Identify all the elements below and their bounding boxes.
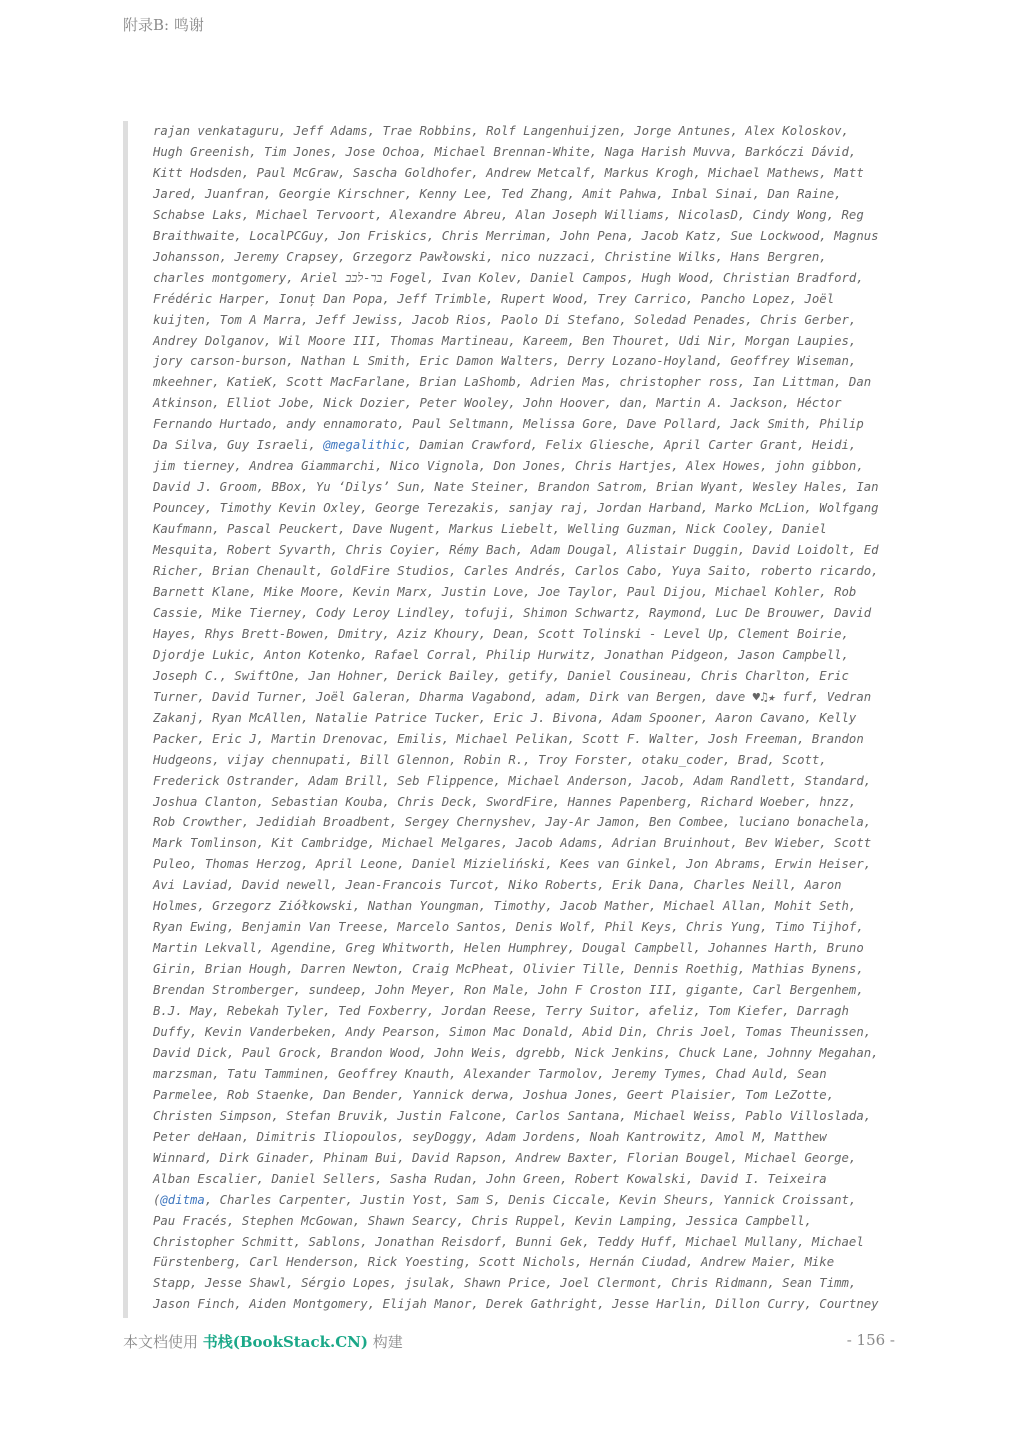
text-line: Puleo, Thomas Herzog, April Leone, Daniel Mizieliński, Kees van Ginkel, Jon Abrams, Erwin Heiser, bbox=[153, 857, 872, 872]
text-line: Schabse Laks, Michael Tervoort, Alexandre Abreu, Alan Joseph Williams, NicolasD, Cindy Wong, Reg bbox=[153, 207, 864, 222]
text-line: Jared, Juanfran, Georgie Kirschner, Kenny Lee, Ted Zhang, Amit Pahwa, Inbal Sinai, Dan Raine, bbox=[153, 186, 842, 201]
text-line: Mark Tomlinson, Kit Cambridge, Michael Melgares, Jacob Adams, Adrian Bruinhout, Bev Wieber, Scott bbox=[153, 836, 872, 851]
text-line: Jason Finch, Aiden Montgomery, Elijah Manor, Derek Gathright, Jesse Harlin, Dillon Curry, Courtney bbox=[153, 1297, 879, 1312]
text-line: Pouncey, Timothy Kevin Oxley, George Terezakis, sanjay raj, Jordan Harband, Marko McLion, Wolfgang bbox=[153, 501, 879, 516]
text-line: Avi Laviad, David newell, Jean-Francois Turcot, Niko Roberts, Erik Dana, Charles Neill, Aaron bbox=[153, 878, 842, 893]
text-line: Fürstenberg, Carl Henderson, Rick Yoesting, Scott Nichols, Hernán Ciudad, Andrew Maier, Mike bbox=[153, 1255, 835, 1270]
text-line: Zakanj, Ryan McAllen, Natalie Patrice Tucker, Eric J. Bivona, Adam Spooner, Aaron Cavano, Kelly bbox=[153, 710, 857, 725]
text-line: Johansson, Jeremy Crapsey, Grzegorz Pawłowski, nico nuzzaci, Christine Wilks, Hans Bergren, bbox=[153, 249, 827, 264]
running-header: 附录B: 鸣谢 bbox=[123, 16, 204, 34]
text-line: charles montgomery, Ariel בר-לבב Fogel, Ivan Kolev, Daniel Campos, Hugh Wood, Christian Bradford, bbox=[153, 270, 864, 285]
text-line: Hayes, Rhys Brett-Bowen, Dmitry, Aziz Khoury, Dean, Scott Tolinski - Level Up, Clement Boirie, bbox=[153, 626, 849, 641]
text-line: Winnard, Dirk Ginader, Phinam Bui, David Rapson, Andrew Baxter, Florian Bougel, Michael George, bbox=[153, 1150, 857, 1165]
contributor-names bbox=[153, 121, 893, 1315]
text-line: Atkinson, Elliot Jobe, Nick Dozier, Peter Wooley, John Hoover, dan, Martin A. Jackson, Héctor bbox=[153, 396, 842, 411]
page-footer bbox=[123, 1331, 895, 1352]
text-line: mkeehner, KatieK, Scott MacFarlane, Brian LaShomb, Adrien Mas, christopher ross, Ian Littman, Dan bbox=[153, 375, 872, 390]
text-line: Parmelee, Rob Staenke, Dan Bender, Yannick derwa, Joshua Jones, Geert Plaisier, Tom LeZotte, bbox=[153, 1087, 835, 1102]
text-line: Packer, Eric J, Martin Drenovac, Emilis, Michael Pelikan, Scott F. Walter, Josh Freeman, Brandon bbox=[153, 731, 864, 746]
text-line: Hudgeons, vijay chennupati, Bill Glennon, Robin R., Troy Forster, otaku_coder, Brad, Scott, bbox=[153, 752, 827, 767]
text-line: Joseph C., SwiftOne, Jan Hohner, Derick Bailey, getify, Daniel Cousineau, Chris Charlton, Eric bbox=[153, 668, 849, 683]
text-line: David J. Groom, BBox, Yu ‘Dilys’ Sun, Nate Steiner, Brandon Satrom, Brian Wyant, Wesley Hales, Ian bbox=[153, 480, 879, 495]
text-line-tail: , Charles Carpenter, Justin Yost, Sam S, Denis Ciccale, Kevin Sheurs, Yannick Croissant, bbox=[204, 1192, 857, 1207]
ditma-mention-link[interactable]: @ditma bbox=[160, 1192, 205, 1207]
text-line: Barnett Klane, Mike Moore, Kevin Marx, Justin Love, Joe Taylor, Paul Dijou, Michael Kohler, Rob bbox=[153, 584, 857, 599]
text-line: rajan venkataguru, Jeff Adams, Trae Robbins, Rolf Langenhuijzen, Jorge Antunes, Alex Koloskov, bbox=[153, 124, 849, 138]
text-line-tail: , Damian Crawford, Felix Gliesche, April Carter Grant, Heidi, bbox=[404, 438, 857, 453]
text-line: Duffy, Kevin Vanderbeken, Andy Pearson, Simon Mac Donald, Abid Din, Chris Joel, Tomas Theunissen, bbox=[153, 1024, 872, 1039]
text-line: ( bbox=[153, 1192, 161, 1207]
footer-suffix: 构建 bbox=[367, 1333, 403, 1351]
acknowledgements-blockquote bbox=[123, 121, 893, 1318]
text-line: Andrey Dolganov, Wil Moore III, Thomas Martineau, Kareem, Ben Thouret, Udi Nir, Morgan Laupies, bbox=[153, 333, 857, 348]
text-line: Braithwaite, LocalPCGuy, Jon Friskics, Chris Merriman, John Pena, Jacob Katz, Sue Lockwood, Magnus bbox=[153, 228, 879, 243]
text-line: jory carson-burson, Nathan L Smith, Eric Damon Walters, Derry Lozano-Hoyland, Geoffrey Wiseman, bbox=[153, 354, 857, 369]
text-line: David Dick, Paul Grock, Brandon Wood, John Weis, dgrebb, Nick Jenkins, Chuck Lane, Johnny Megahan, bbox=[153, 1045, 879, 1060]
text-line: Martin Lekvall, Agendine, Greg Whitworth, Helen Humphrey, Dougal Campbell, Johannes Harth, Bruno bbox=[153, 941, 864, 956]
text-line: Joshua Clanton, Sebastian Kouba, Chris Deck, SwordFire, Hannes Papenberg, Richard Woeber, hnzz, bbox=[153, 794, 857, 809]
text-line: Turner, David Turner, Joël Galeran, Dharma Vagabond, adam, Dirk van Bergen, dave ♥♫★ furf, Vedran bbox=[153, 689, 872, 704]
text-line: Mesquita, Robert Syvarth, Chris Coyier, Rémy Bach, Adam Dougal, Alistair Duggin, David Loidolt, Ed bbox=[153, 543, 879, 558]
text-line: jim tierney, Andrea Giammarchi, Nico Vignola, Don Jones, Chris Hartjes, Alex Howes, john gibbon, bbox=[153, 459, 864, 474]
text-line: Rob Crowther, Jedidiah Broadbent, Sergey Chernyshev, Jay-Ar Jamon, Ben Combee, luciano bonachela, bbox=[153, 815, 872, 830]
text-line: Peter deHaan, Dimitris Iliopoulos, seyDoggy, Adam Jordens, Noah Kantrowitz, Amol M, Matthew bbox=[153, 1129, 827, 1144]
text-line: Holmes, Grzegorz Ziółkowski, Nathan Youngman, Timothy, Jacob Mather, Michael Allan, Mohit Seth, bbox=[153, 899, 857, 914]
text-line: Frederick Ostrander, Adam Brill, Seb Flippence, Michael Anderson, Jacob, Adam Randlett, Standard, bbox=[153, 773, 872, 788]
text-line: Alban Escalier, Daniel Sellers, Sasha Rudan, John Green, Robert Kowalski, David I. Teixeira bbox=[153, 1171, 827, 1186]
text-line: Da Silva, Guy Israeli, bbox=[153, 438, 324, 453]
text-line: Fernando Hurtado, andy ennamorato, Paul Seltmann, Melissa Gore, Dave Pollard, Jack Smith, Philip bbox=[153, 417, 864, 432]
text-line: Girin, Brian Hough, Darren Newton, Craig McPheat, Olivier Tille, Dennis Roethig, Mathias Bynens, bbox=[153, 962, 864, 977]
text-line: Frédéric Harper, Ionuț Dan Popa, Jeff Trimble, Rupert Wood, Trey Carrico, Pancho Lopez, Joël bbox=[153, 291, 835, 306]
text-line: marzsman, Tatu Tamminen, Geoffrey Knauth, Alexander Tarmolov, Jeremy Tymes, Chad Auld, Sean bbox=[153, 1066, 827, 1081]
text-line: Brendan Stromberger, sundeep, John Meyer, Ron Male, John F Croston III, gigante, Carl Bergenhem, bbox=[153, 983, 864, 998]
text-line: Kaufmann, Pascal Peuckert, Dave Nugent, Markus Liebelt, Welling Guzman, Nick Cooley, Daniel bbox=[153, 522, 827, 537]
bookstack-link[interactable]: 书栈(BookStack.CN) bbox=[202, 1333, 368, 1351]
text-line: Djordje Lukic, Anton Kotenko, Rafael Corral, Philip Hurwitz, Jonathan Pidgeon, Jason Campbell, bbox=[153, 647, 849, 662]
footer-prefix: 本文档使用 bbox=[123, 1333, 203, 1351]
text-line: Richer, Brian Chenault, GoldFire Studios, Carles Andrés, Carlos Cabo, Yuya Saito, roberto ricardo, bbox=[153, 564, 879, 579]
text-line: Cassie, Mike Tierney, Cody Leroy Lindley, tofuji, Shimon Schwartz, Raymond, Luc De Brouwer, David bbox=[153, 605, 872, 620]
text-line: Christen Simpson, Stefan Bruvik, Justin Falcone, Carlos Santana, Michael Weiss, Pablo Villoslada, bbox=[153, 1108, 872, 1123]
page-number: - 156 - bbox=[846, 1331, 895, 1349]
text-line: Stapp, Jesse Shawl, Sérgio Lopes, jsulak, Shawn Price, Joel Clermont, Chris Ridmann, Sean Timm, bbox=[153, 1276, 857, 1291]
text-line: Ryan Ewing, Benjamin Van Treese, Marcelo Santos, Denis Wolf, Phil Keys, Chris Yung, Timo Tijhof, bbox=[153, 920, 864, 935]
text-line: Christopher Schmitt, Sablons, Jonathan Reisdorf, Bunni Gek, Teddy Huff, Michael Mullany, Michael bbox=[153, 1234, 864, 1249]
text-line: B.J. May, Rebekah Tyler, Ted Foxberry, Jordan Reese, Terry Suitor, afeliz, Tom Kiefer, Darragh bbox=[153, 1004, 849, 1019]
text-line: Kitt Hodsden, Paul McGraw, Sascha Goldhofer, Andrew Metcalf, Markus Krogh, Michael Mathews, Matt bbox=[153, 165, 864, 180]
text-line: Pau Fracés, Stephen McGowan, Shawn Searcy, Chris Ruppel, Kevin Lamping, Jessica Campbell, bbox=[153, 1213, 812, 1228]
text-line: kuijten, Tom A Marra, Jeff Jewiss, Jacob Rios, Paolo Di Stefano, Soledad Penades, Chris Gerber, bbox=[153, 312, 857, 327]
text-line: Hugh Greenish, Tim Jones, Jose Ochoa, Michael Brennan-White, Naga Harish Muvva, Barkóczi Dávid, bbox=[153, 144, 857, 159]
megalithic-mention-link[interactable]: @megalithic bbox=[323, 438, 405, 453]
